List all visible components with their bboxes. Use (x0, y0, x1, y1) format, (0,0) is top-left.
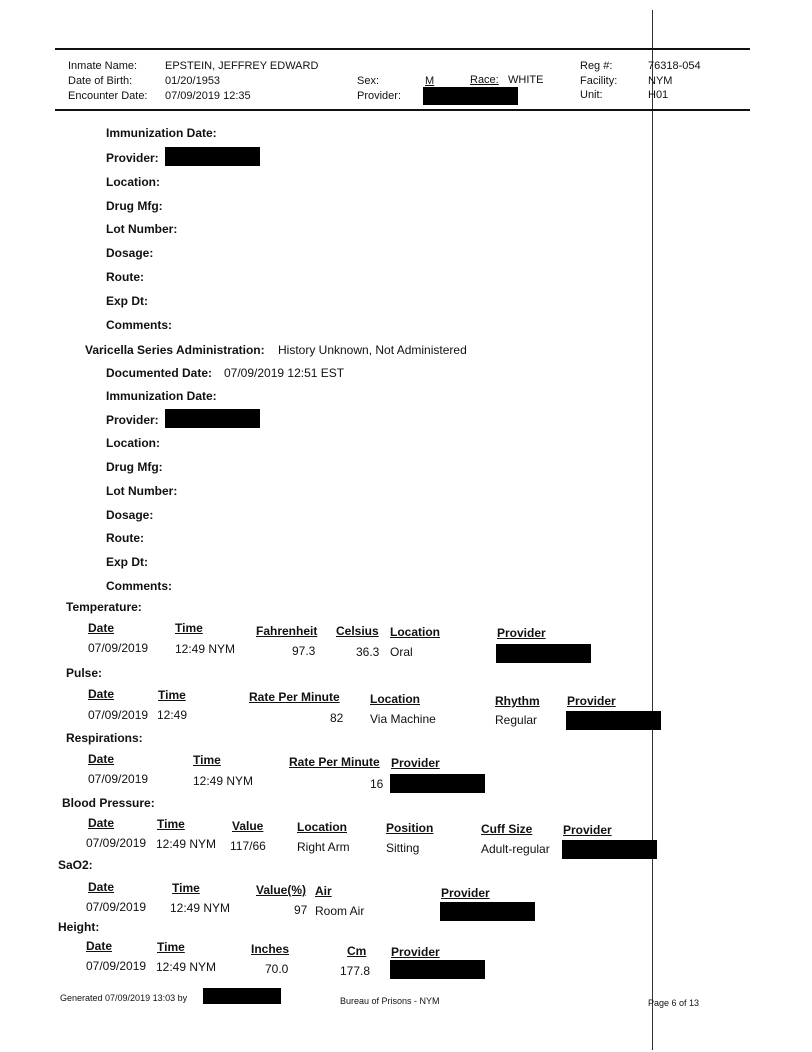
drug-mfg-label: Drug Mfg: (106, 460, 163, 474)
pulse-title: Pulse: (66, 666, 103, 680)
race-label: Race: (470, 74, 499, 86)
immunization-date-label: Immunization Date: (106, 389, 217, 403)
height-col-provider: Provider (391, 945, 440, 959)
pulse-rate: 82 (330, 711, 344, 725)
provider-label: Provider: (106, 151, 159, 165)
temp-date: 07/09/2019 (88, 641, 149, 655)
header-bottom-rule (55, 109, 750, 111)
sao2-air: Room Air (315, 904, 365, 918)
unit-label: Unit: (580, 89, 603, 101)
redacted-generated-by (203, 988, 281, 1004)
dosage-label: Dosage: (106, 508, 154, 522)
race-value: WHITE (508, 74, 544, 86)
redacted-provider-header (423, 87, 518, 105)
pulse-time: 12:49 (157, 708, 188, 722)
lot-number-label: Lot Number: (106, 484, 178, 498)
sao2-col-date: Date (88, 880, 115, 894)
redacted-provider (496, 644, 591, 663)
comments-label: Comments: (106, 579, 173, 593)
bp-position: Sitting (386, 841, 420, 855)
pulse-col-time: Time (158, 688, 186, 702)
height-col-cm: Cm (347, 944, 367, 958)
pulse-date: 07/09/2019 (88, 708, 149, 722)
resp-col-date: Date (88, 752, 115, 766)
sao2-col-air: Air (315, 884, 332, 898)
page-number: Page 6 of 13 (648, 998, 700, 1008)
bp-cuff-size: Adult-regular (481, 842, 550, 856)
bp-time: 12:49 NYM (156, 837, 217, 851)
bp-col-time: Time (157, 817, 185, 831)
facility-value: NYM (648, 75, 673, 87)
blood-pressure-title: Blood Pressure: (62, 796, 155, 810)
encounter-date-label: Encounter Date: (68, 90, 148, 102)
temp-col-celsius: Celsius (336, 624, 379, 638)
redacted-provider (165, 147, 260, 166)
sao2-col-provider: Provider (441, 886, 490, 900)
height-col-time: Time (157, 940, 185, 954)
unit-value: H01 (648, 89, 669, 101)
temperature-title: Temperature: (66, 600, 142, 614)
sao2-col-value: Value(%) (256, 883, 307, 897)
reg-value: 76318-054 (648, 60, 701, 72)
resp-col-rate: Rate Per Minute (289, 755, 380, 769)
route-label: Route: (106, 270, 144, 284)
pulse-col-rate: Rate Per Minute (249, 690, 340, 704)
pulse-location: Via Machine (370, 712, 436, 726)
bp-col-value: Value (232, 819, 264, 833)
immunization-date-label: Immunization Date: (106, 126, 217, 140)
bp-date: 07/09/2019 (86, 836, 147, 850)
height-date: 07/09/2019 (86, 959, 147, 973)
dosage-label: Dosage: (106, 246, 154, 260)
exp-dt-label: Exp Dt: (106, 294, 148, 308)
temp-celsius: 36.3 (356, 645, 380, 659)
redacted-provider (165, 409, 260, 428)
sao2-date: 07/09/2019 (86, 900, 147, 914)
pulse-col-location: Location (370, 692, 420, 706)
bp-col-location: Location (297, 820, 347, 834)
route-label: Route: (106, 531, 144, 545)
sao2-value: 97 (294, 903, 308, 917)
bp-col-date: Date (88, 816, 115, 830)
temp-col-date: Date (88, 621, 115, 635)
documented-date-label: Documented Date: (106, 366, 213, 380)
pulse-col-rhythm: Rhythm (495, 694, 540, 708)
varicella-label: Varicella Series Administration: (85, 343, 265, 357)
resp-rate: 16 (370, 777, 384, 791)
location-label: Location: (106, 175, 160, 189)
reg-label: Reg #: (580, 60, 613, 72)
header-top-rule (55, 48, 750, 50)
encounter-date-value: 07/09/2019 12:35 (165, 90, 251, 102)
comments-label: Comments: (106, 318, 173, 332)
provider-label: Provider: (357, 90, 402, 102)
height-cm: 177.8 (340, 964, 371, 978)
redacted-provider (390, 774, 485, 793)
resp-col-provider: Provider (391, 756, 440, 770)
sao2-title: SaO2: (58, 858, 93, 872)
facility-label: Facility: (580, 75, 618, 87)
sao2-col-time: Time (172, 881, 200, 895)
temp-location: Oral (390, 645, 413, 659)
temp-fahrenheit: 97.3 (292, 644, 316, 658)
bp-col-cuff-size: Cuff Size (481, 822, 533, 836)
varicella-value: History Unknown, Not Administered (278, 343, 467, 357)
pulse-col-provider: Provider (567, 694, 616, 708)
respirations-title: Respirations: (66, 731, 143, 745)
redacted-provider (566, 711, 661, 730)
inmate-name: EPSTEIN, JEFFREY EDWARD (165, 60, 319, 72)
drug-mfg-label: Drug Mfg: (106, 199, 163, 213)
scan-fold-line (652, 10, 653, 1050)
temp-col-time: Time (175, 621, 203, 635)
lot-number-label: Lot Number: (106, 222, 178, 236)
dob-value: 01/20/1953 (165, 75, 221, 87)
resp-time: 12:49 NYM (193, 774, 254, 788)
sex-value: M (425, 75, 435, 87)
redacted-provider (440, 902, 535, 921)
resp-col-time: Time (193, 753, 221, 767)
bp-col-provider: Provider (563, 823, 612, 837)
exp-dt-label: Exp Dt: (106, 555, 148, 569)
bp-value: 117/66 (230, 839, 266, 853)
sex-label: Sex: (357, 75, 380, 87)
temp-col-provider: Provider (497, 626, 546, 640)
pulse-rhythm: Regular (495, 713, 538, 727)
dob-label: Date of Birth: (68, 75, 133, 87)
pulse-col-date: Date (88, 687, 115, 701)
location-label: Location: (106, 436, 160, 450)
height-title: Height: (58, 920, 100, 934)
redacted-provider (562, 840, 657, 859)
temp-time: 12:49 NYM (175, 642, 236, 656)
redacted-provider (390, 960, 485, 979)
inmate-name-label: Inmate Name: (68, 60, 138, 72)
height-inches: 70.0 (265, 962, 289, 976)
height-col-inches: Inches (251, 942, 290, 956)
resp-date: 07/09/2019 (88, 772, 149, 786)
documented-date-value: 07/09/2019 12:51 EST (224, 366, 345, 380)
height-time: 12:49 NYM (156, 960, 217, 974)
bp-col-position: Position (386, 821, 434, 835)
sao2-time: 12:49 NYM (170, 901, 231, 915)
temp-col-fahrenheit: Fahrenheit (256, 624, 318, 638)
temp-col-location: Location (390, 625, 440, 639)
generated-by: Generated 07/09/2019 13:03 by (60, 993, 188, 1003)
bureau-label: Bureau of Prisons - NYM (340, 996, 440, 1006)
provider-label: Provider: (106, 413, 159, 427)
bp-location: Right Arm (297, 840, 350, 854)
height-col-date: Date (86, 939, 113, 953)
